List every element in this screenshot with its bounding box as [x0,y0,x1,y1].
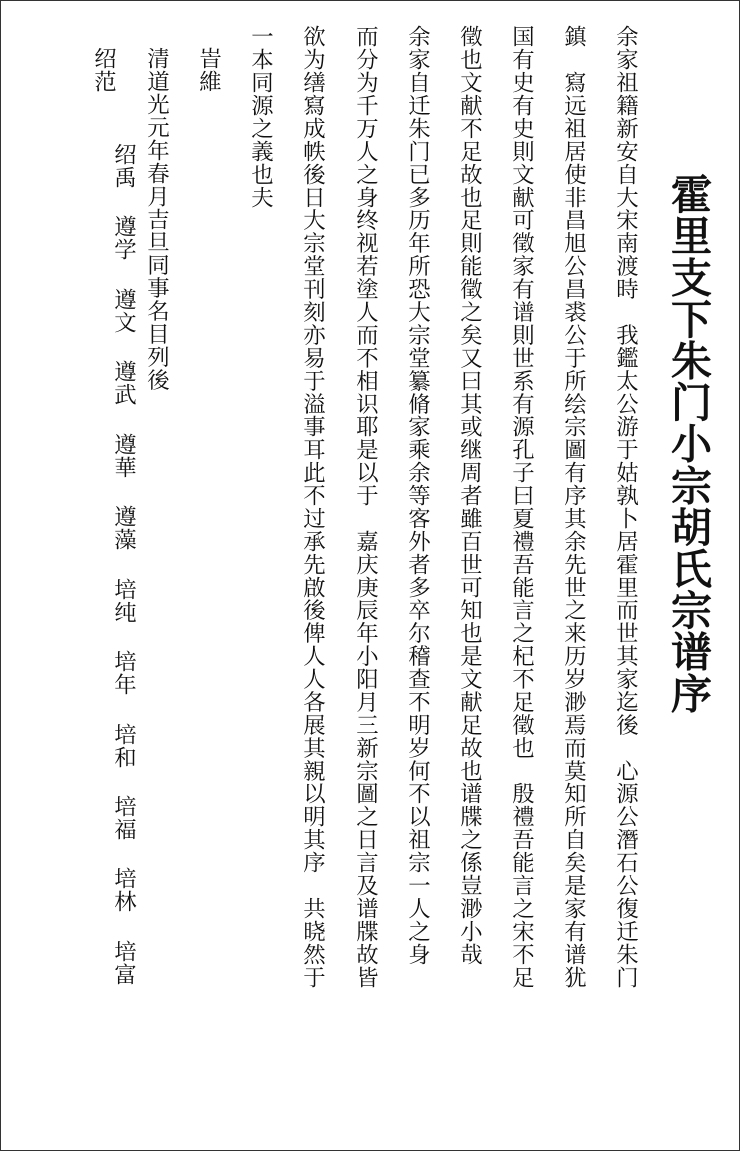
person-name: 培富 [110,939,137,986]
person-name: 遵華 [110,432,137,479]
person-name: 培福 [110,794,137,841]
text-column: 国有史有史則文献可徵家有谱則世系有源孔子曰夏禮吾能言之杞不足徵也 殷禮吾能言之宋不足 [508,25,535,989]
person-name: 培年 [110,650,137,696]
honorific-text: 峕維 [195,47,222,93]
text-column: 欲为缮寫成帙後日大宗堂刊刻亦易于溢事耳此不过承先啟後俾人人各展其親以明其序 共晓然于 [299,25,326,989]
text-column: 余家自迁朱门已多历年所恐大宗堂纂脩家乘余等客外者多卒尔稽查不明岁何不以祖宗一人之身 [404,25,431,966]
person-name: 遵武 [110,360,137,407]
text-column: 余家祖籍新安自大宋南渡時 我鑑太公游于姑孰卜居霍里而世其家迄後 心源公潛石公復迁朱门 [612,25,639,989]
person-name: 培和 [110,722,137,769]
person-name: 培林 [110,867,137,914]
person-name: 遵藻 [110,505,137,552]
text-column: 而分为千万人之身终视若塗人而不相识耶是以于 嘉庆庚辰年小阳月三新宗圖之日言及谱牒故皆 [352,25,379,989]
first-name: 绍范 [90,47,117,93]
document-title: 霍里支下朱门小宗胡氏宗谱序 [664,173,712,714]
person-name: 绍禹 [110,143,137,189]
text-column: 徵也文献不足故也足則能徵之矣又曰其或继周者雖百世可知也是文献足故也谱牒之係豈渺小哉 [456,25,483,966]
names-column [92,143,137,986]
text-column: 鎮 寫远祖居使非昌旭公昌裘公于所绘宗圖有序其余先世之来历岁渺焉而莫知所自矣是家有谱犹 [560,25,587,989]
dateline-text: 清道光元年春月吉旦同事名目列後 [143,47,170,392]
person-name: 培纯 [110,577,137,624]
person-name: 遵文 [110,287,137,334]
person-name: 遵学 [110,215,137,262]
text-column: 一本同源之義也夫 [247,25,274,209]
